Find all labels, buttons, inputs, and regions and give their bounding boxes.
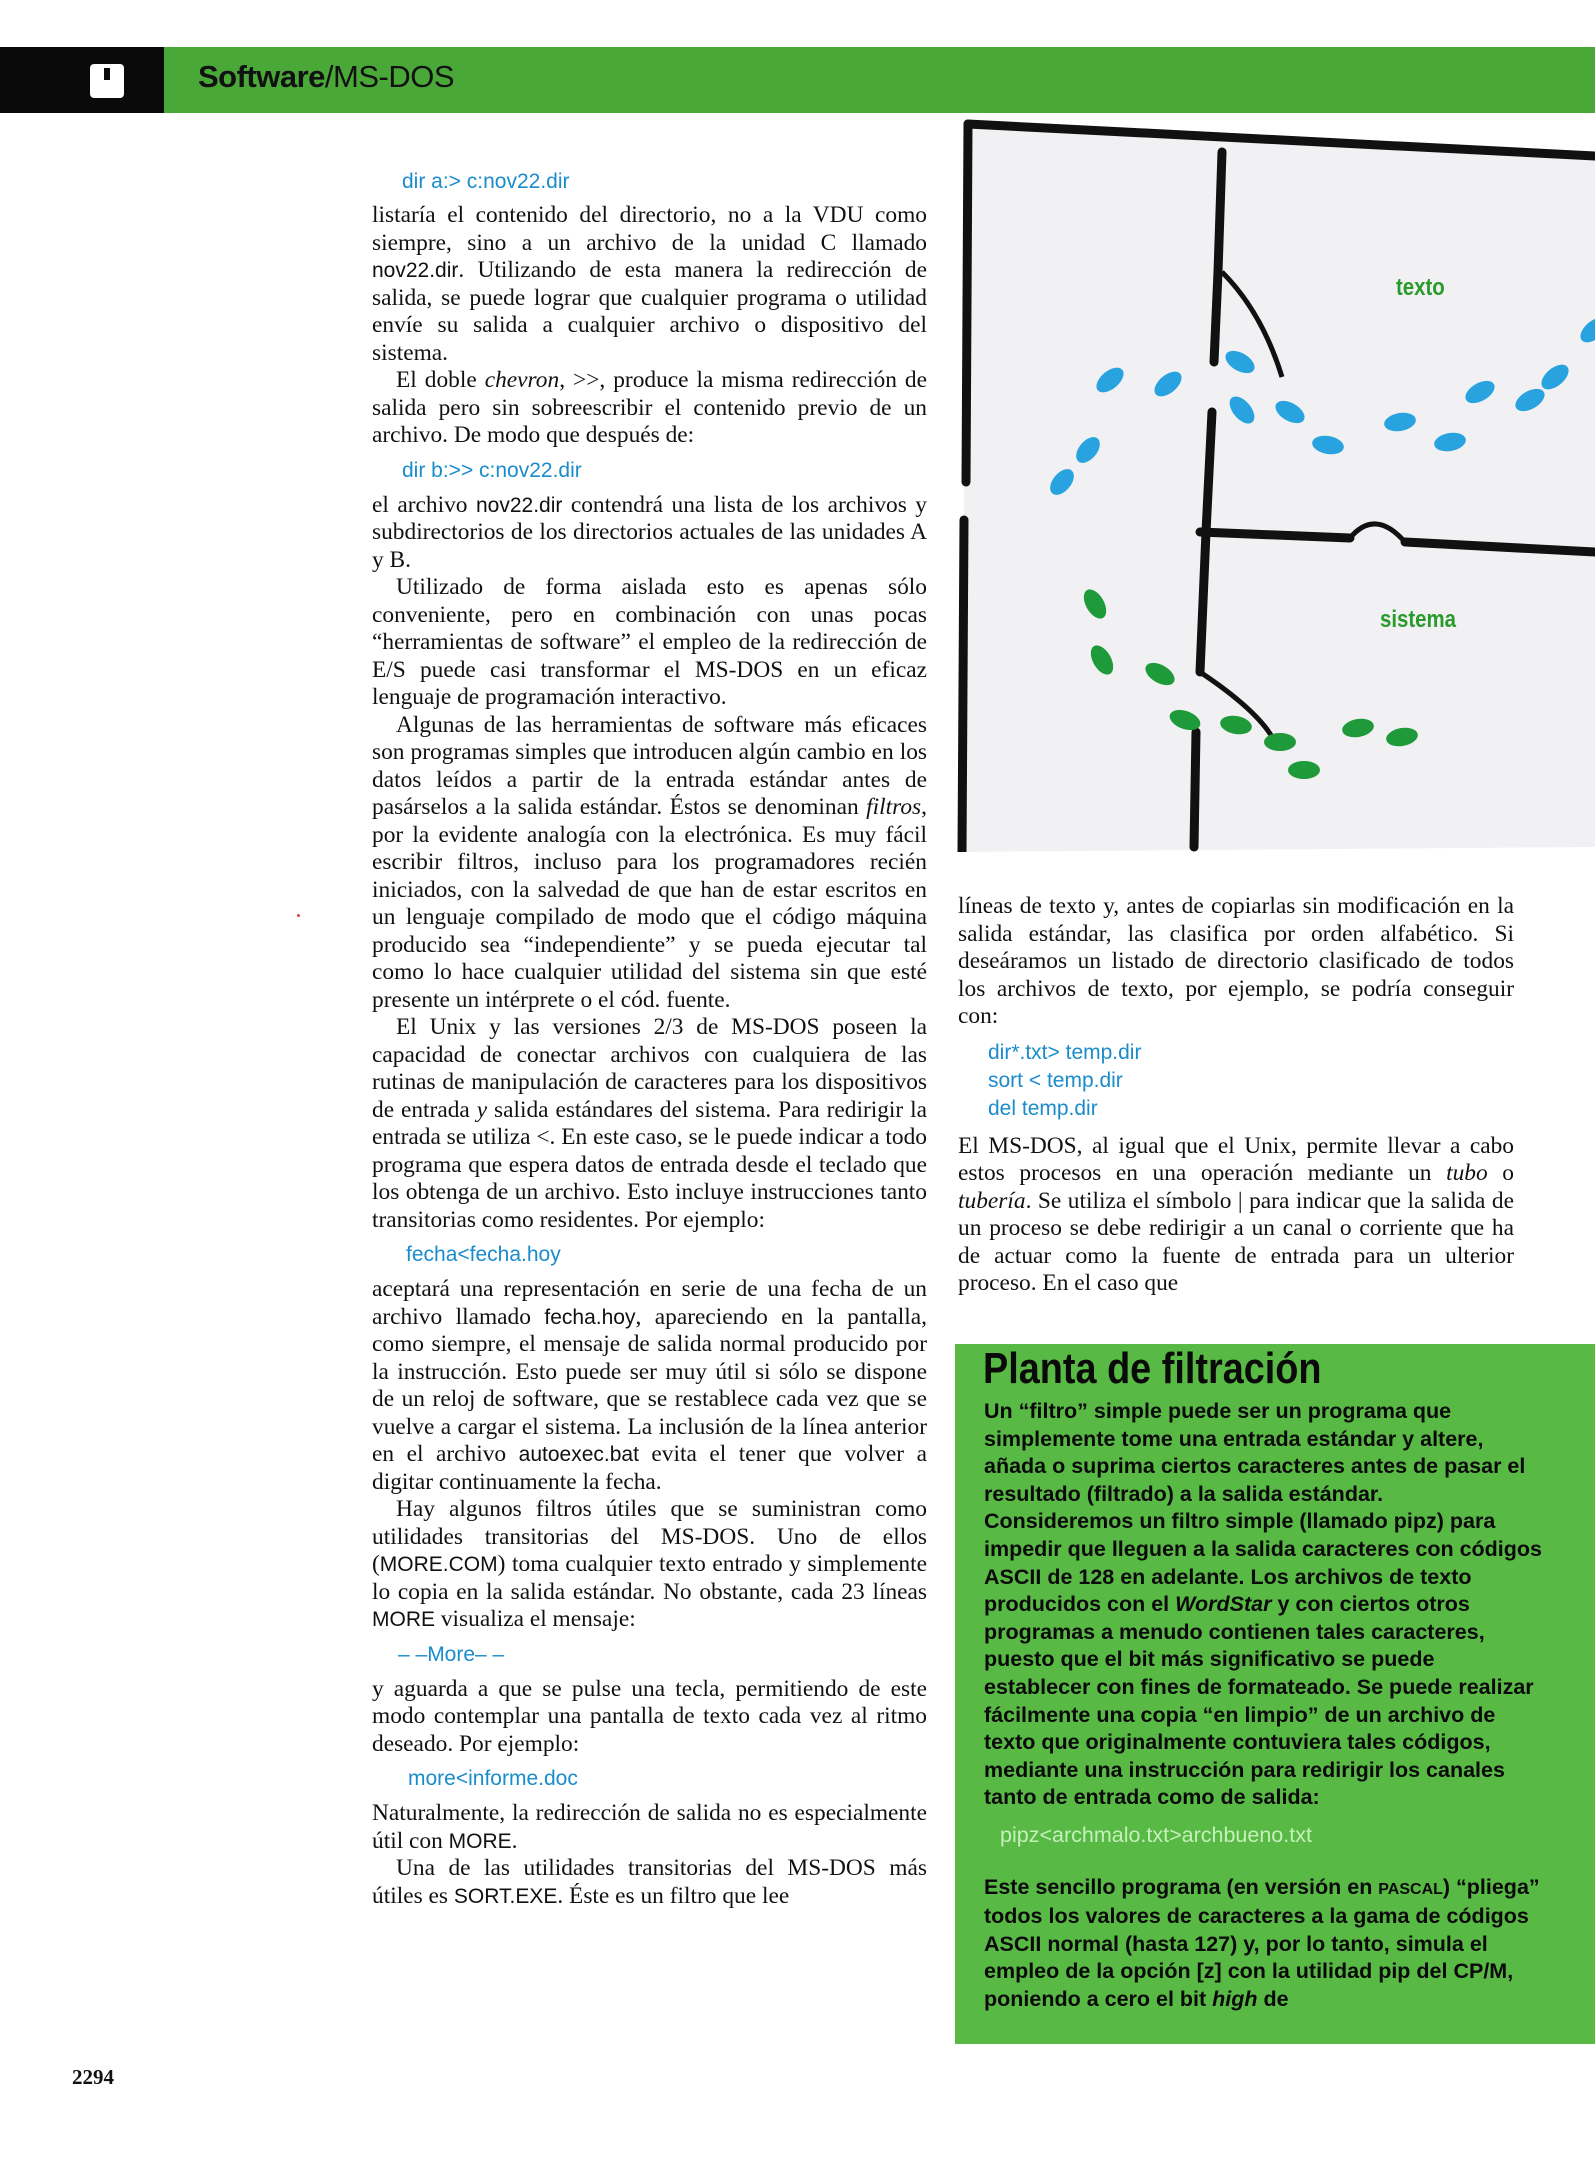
code-example-4: – –More– –	[398, 1642, 505, 1666]
section-title-rest: /MS-DOS	[324, 59, 455, 94]
left-column	[372, 168, 927, 1910]
paragraph-4: Utilizado de forma aislada esto es apenas sólo conveniente, pero en combinación con unas pocas “herramientas de software” el empleo de la redirección de E/S puede casi transformar el MS-DOS en un eficaz lenguaje de programación interactivo.	[372, 574, 927, 710]
code-example-5: more<informe.doc	[408, 1767, 578, 1790]
code-block-sort	[988, 1039, 1514, 1123]
sidebar-paragraph-3: Este sencillo programa (en versión en PASCAL) “pliega” todos los valores de caracteres a la gama de códigos ASCII normal (hasta 127) y, por lo tanto, simula el empleo de la opción [z] con la utilidad pip del CP/M, poniendo a cero el bit high de	[984, 1874, 1540, 2011]
code-example-3: fecha<fecha.hoy	[406, 1243, 561, 1266]
room-label-sistema: sistema	[1380, 606, 1456, 633]
right-column	[958, 893, 1514, 1298]
room-label-texto: texto	[1396, 274, 1445, 301]
paragraph-2: El doble chevron, >>, produce la misma redirección de salida pero sin sobreescribir el contenido previo de un archivo. De modo que después de:	[372, 367, 927, 448]
paragraph-8: Hay algunos filtros útiles que se suministran como utilidades transitorias del MS-DOS. Uno de ellos (MORE.COM) toma cualquier texto entrado y simplemente lo copia en la salida estándar. No obstante, cada 23 líneas MORE visualiza el mensaje:	[372, 1496, 927, 1632]
sidebar-code: pipz<archmalo.txt>archbueno.txt	[1000, 1822, 1312, 1847]
right-paragraph-1: líneas de texto y, antes de copiarlas sin modificación en la salida estándar, las clasifica por orden alfabético. Si deseáramos un listado de directorio clasificado de todos los archivos de texto, por ejemplo, se podría conseguir con:	[958, 893, 1514, 1029]
code-example-2: dir b:>> c:nov22.dir	[402, 458, 582, 482]
paragraph-10: Naturalmente, la redirección de salida no es especialmente útil con MORE.	[372, 1800, 927, 1854]
paragraph-6: El Unix y las versiones 2/3 de MS-DOS poseen la capacidad de conectar archivos con cualquiera de las rutinas de manipulación de caracteres para los dispositivos de entrada y salida estándares del sistema. Para redirigir la entrada se utiliza <. En este caso, se le puede indicar a todo programa que espera datos de entrada desde el teclado que los obtenga de un archivo. Esto incluye instrucciones tanto transitorias como residentes. Por ejemplo:	[372, 1014, 927, 1233]
filter-sidebar-box	[955, 1344, 1595, 2044]
paragraph-11: Una de las utilidades transitorias del MS-DOS más útiles es SORT.EXE. Éste es un filtro que lee	[372, 1855, 927, 1909]
section-title	[198, 59, 454, 95]
section-header-bar	[0, 47, 1595, 113]
paragraph-7: aceptará una representación en serie de una fecha de un archivo llamado fecha.hoy, apareciendo en la pantalla, como siempre, el mensaje de salida normal producido por la instrucción. Esto puede ser muy útil si sólo se dispone de un reloj de software, que se restablece cada vez que se vuelve a cargar el sistema. La inclusión de la línea anterior en el archivo autoexec.bat evita el tener que volver a digitar continuamente la fecha.	[372, 1276, 927, 1495]
code-line-1: dir*.txt> temp.dir	[988, 1040, 1142, 1064]
code-line-3: del temp.dir	[988, 1096, 1098, 1120]
paragraph-3: el archivo nov22.dir contendrá una lista de los archivos y subdirectorios de los directorios actuales de las unidades A y B.	[372, 491, 927, 573]
section-title-bold: Software	[198, 59, 325, 94]
sidebar-paragraph-1: Un “filtro” simple puede ser un programa que simplemente tome una entrada estándar y altere, añada o suprima ciertos caracteres antes de pasar el resultado (filtrado) a la salida estándar.	[984, 1399, 1526, 1506]
page-number: 2294	[72, 2065, 114, 2089]
sidebar-paragraph-2: Consideremos un filtro simple (llamado pipz) para impedir que lleguen a la salida caracteres con códigos ASCII de 128 en adelante. Los archivos de texto producidos con el WordStar y con ciertos otros programas a menudo contienen tales caracteres, puesto que el bit más significativo se puede establecer con fines de formateado. Se puede realizar fácilmente una copia “en limpio” de un archivo de texto que originalmente contuviera tales códigos, mediante una instrucción para redirigir los canales tanto de entrada como de salida:	[984, 1509, 1543, 1810]
header-black-block	[0, 47, 164, 113]
code-line-2: sort < temp.dir	[988, 1068, 1123, 1092]
floor-plan-drawing	[950, 112, 1595, 852]
right-paragraph-2: El MS-DOS, al igual que el Unix, permite llevar a cabo estos procesos en una operación mediante un tubo o tubería. Se utiliza el símbolo | para indicar que la salida de un proceso se debe redirigir a un canal o corriente que ha de actuar como la fuente de entrada para un ulterior proceso. En el caso que	[958, 1132, 1514, 1296]
paragraph-9: y aguarda a que se pulse una tecla, permitiendo de este modo contemplar una pantalla de texto cada vez al ritmo deseado. Por ejemplo:	[372, 1675, 927, 1757]
floppy-disk-icon	[90, 64, 124, 98]
footprints-illustration	[950, 112, 1595, 852]
paragraph-5: Algunas de las herramientas de software más eficaces son programas simples que introducen algún cambio en los datos leídos a partir de la entrada estándar antes de pasárselos a la salida estándar. Éstos se denominan filtros, por la evidente analogía con la electrónica. Es muy fácil escribir filtros, incluso para los programadores recién iniciados, con la salvedad de que han de estar escritos en un lenguaje compilado de modo que el código máquina producido sea “independiente” y se pueda ejecutar tal como lo hace cualquier utilidad del sistema sin que esté presente un intérprete o el cód. fuente.	[372, 711, 927, 1013]
sidebar-title: Planta de filtración	[983, 1344, 1322, 1393]
paragraph-1: listaría el contenido del directorio, no a la VDU como siempre, sino a un archivo de la unidad C llamado nov22.dir. Utilizando de esta manera la redirección de salida, se puede lograr que cualquier programa o utilidad envíe su salida a cualquier archivo o dispositivo del sistema.	[372, 202, 927, 366]
print-speck	[297, 914, 300, 917]
sidebar-text	[984, 1398, 1544, 2013]
code-example-1: dir a:> c:nov22.dir	[402, 170, 570, 193]
